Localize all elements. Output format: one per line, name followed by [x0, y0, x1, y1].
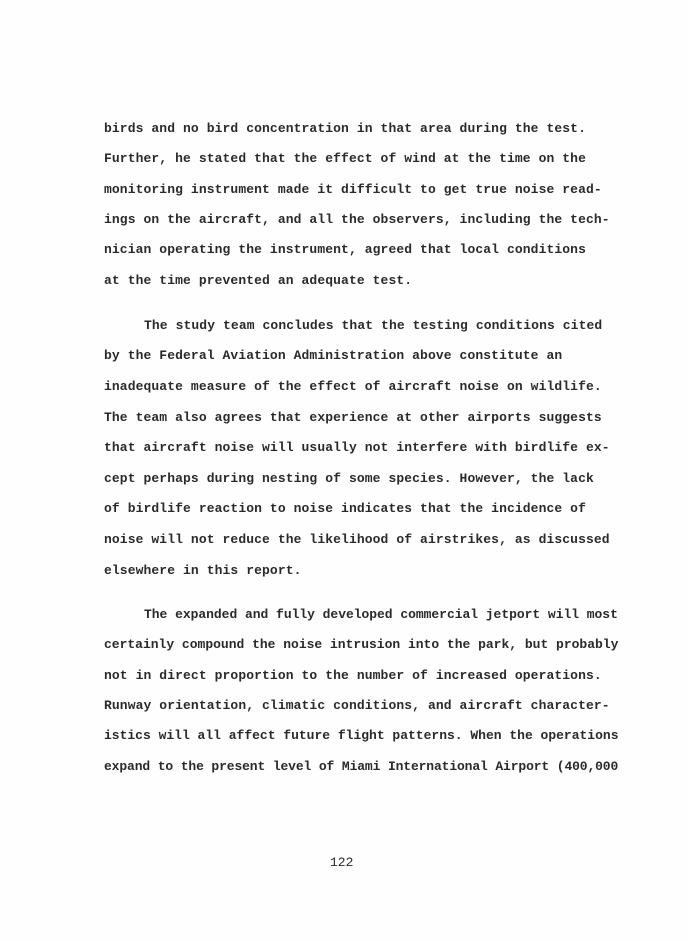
page-number: 122 — [330, 855, 354, 870]
text-line: ings on the aircraft, and all the observers, including the tech- — [104, 212, 610, 227]
text-line: expand to the present level of Miami International Airport (400,000 — [104, 759, 619, 774]
text-line: Further, he stated that the effect of wind at the time on the — [104, 151, 586, 166]
text-line: The study team concludes that the testing conditions cited — [144, 318, 603, 333]
text-line: nician operating the instrument, agreed that local conditions — [104, 242, 586, 257]
text-line: Runway orientation, climatic conditions, and aircraft character- — [104, 698, 610, 713]
text-line: istics will all affect future flight patterns. When the operations — [104, 728, 619, 743]
text-line: inadequate measure of the effect of aircraft noise on wildlife. — [104, 379, 602, 394]
text-line: The team also agrees that experience at other airports suggests — [104, 410, 602, 425]
text-line: noise will not reduce the likelihood of airstrikes, as discussed — [104, 532, 610, 547]
text-line: The expanded and fully developed commercial jetport will most — [144, 607, 618, 622]
text-line: at the time prevented an adequate test. — [104, 273, 413, 288]
text-line: that aircraft noise will usually not interfere with birdlife ex- — [104, 440, 610, 455]
text-line: monitoring instrument made it difficult to get true noise read- — [104, 182, 602, 197]
text-line: by the Federal Aviation Administration above constitute an — [104, 348, 563, 363]
text-line: birds and no bird concentration in that area during the test. — [104, 121, 586, 136]
text-line: not in direct proportion to the number of increased operations. — [104, 668, 602, 683]
text-line: cept perhaps during nesting of some species. However, the lack — [104, 471, 594, 486]
text-line: certainly compound the noise intrusion into the park, but probably — [104, 637, 619, 652]
text-line: of birdlife reaction to noise indicates that the incidence of — [104, 501, 586, 516]
text-line: elsewhere in this report. — [104, 563, 302, 578]
